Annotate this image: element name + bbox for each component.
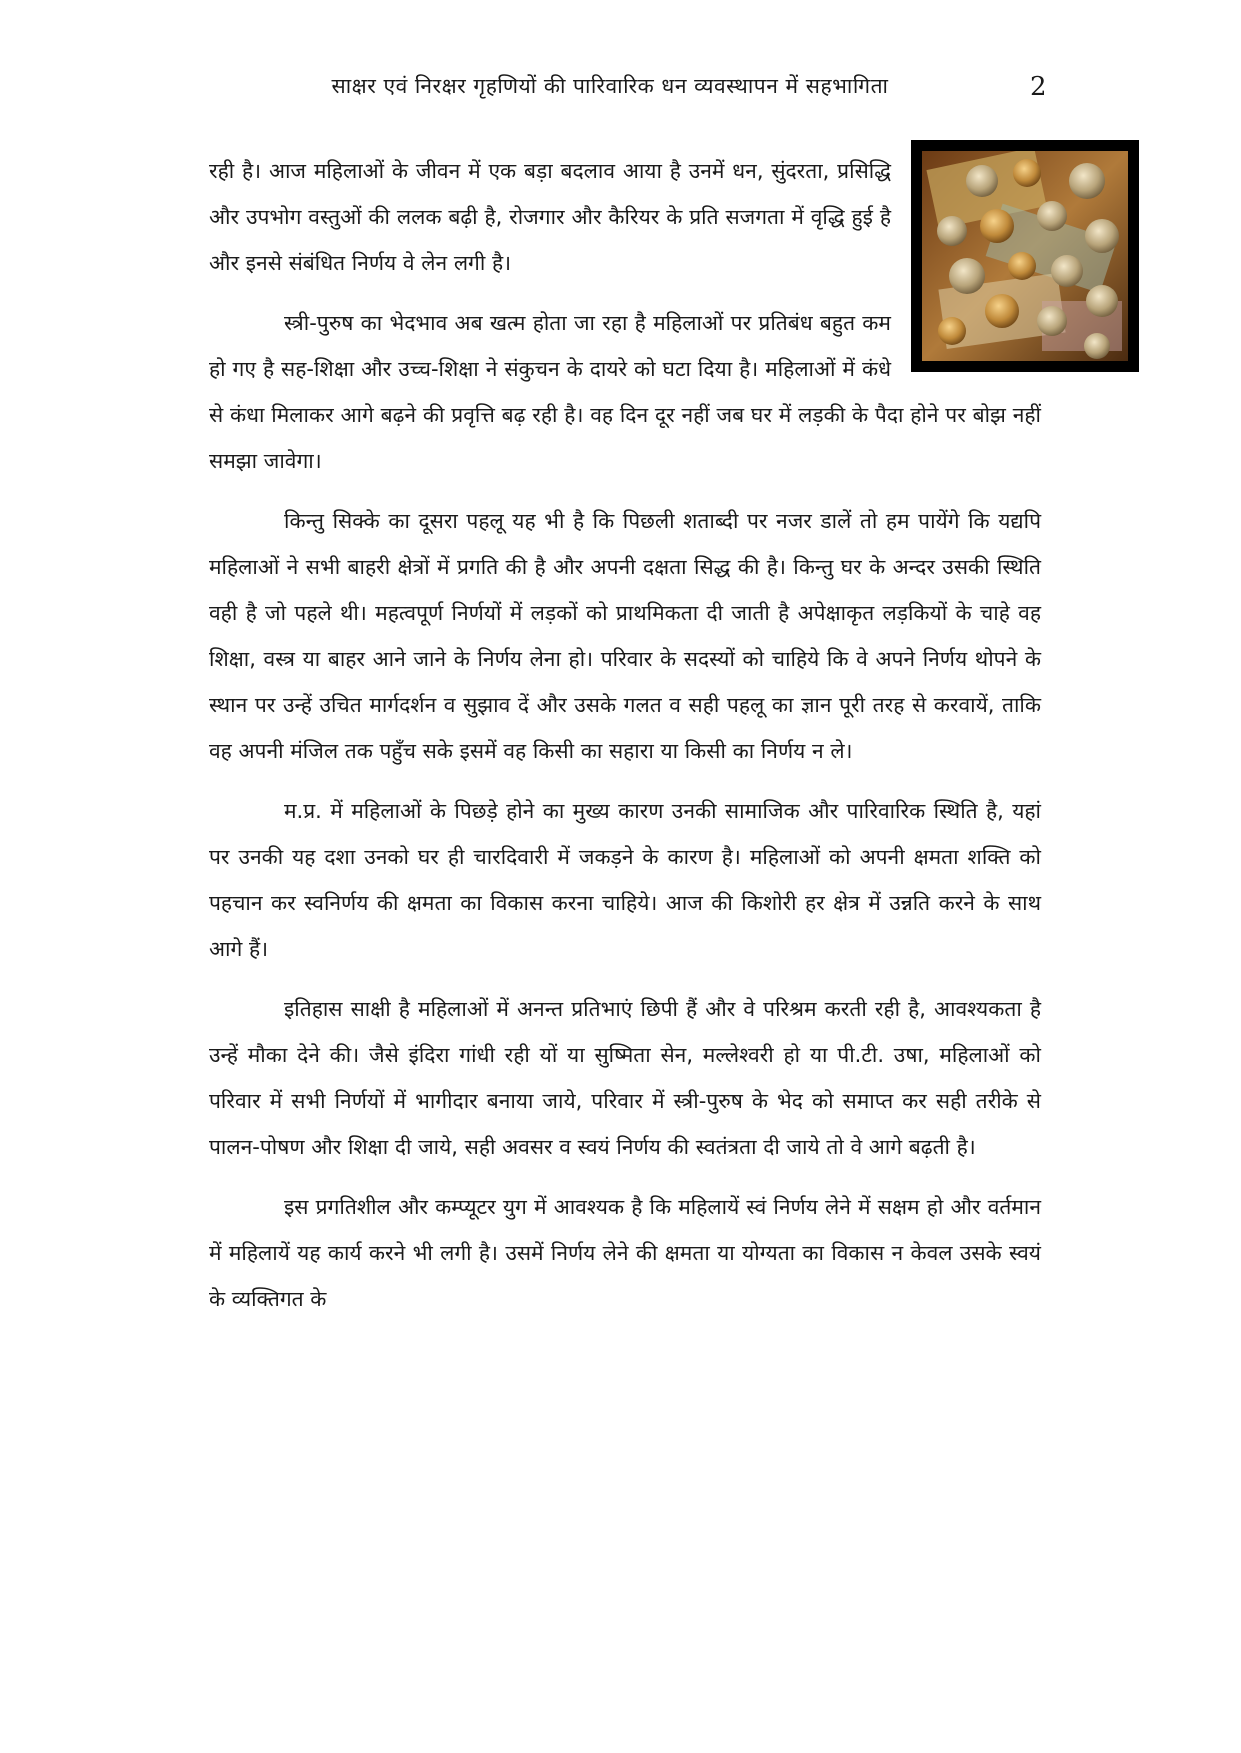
- page-number: 2: [1030, 72, 1047, 102]
- body-text: [209, 148, 1041, 1322]
- running-header: साक्षर एवं निरक्षर गृहणियों की पारिवारिक धन व्यवस्थापन में सहभागिता: [331, 74, 889, 98]
- paragraph-1: रही है। आज महिलाओं के जीवन में एक बड़ा बदलाव आया है उनमें धन, सुंदरता, प्रसिद्धि और उपभोग वस्तुओं की ललक बढ़ी है, रोजगार और कैरियर के प्रति सजगता में वृद्धि हुई है और इनसे संबंधित निर्णय वे लेन लगी है।: [209, 159, 891, 275]
- paragraph-3: किन्तु सिक्के का दूसरा पहलू यह भी है कि पिछली शताब्दी पर नजर डालें तो हम पायेंगे कि यद्यपि महिलाओं ने सभी बाहरी क्षेत्रों में प्रगति की है और अपनी दक्षता सिद्ध की है। किन्तु घर के अन्दर उसकी स्थिति वही है जो पहले थी। महत्वपूर्ण निर्णयों में लड़कों को प्राथमिकता दी जाती है अपेक्षाकृत लड़कियों के चाहे वह शिक्षा, वस्त्र या बाहर आने जाने के निर्णय लेना हो। परिवार के सदस्यों को चाहिये कि वे अपने निर्णय थोपने के स्थान पर उन्हें उचित मार्गदर्शन व सुझाव दें और उसके गलत व सही पहलू का ज्ञान पूरी तरह से करवायें, ताकि वह अपनी मंजिल तक पहुँच सके इसमें वह किसी का सहारा या किसी का निर्णय न ले।: [209, 509, 1041, 763]
- paragraph-2-text: स्त्री-पुरुष का भेदभाव अब खत्म होता जा रहा है महिलाओं पर प्रतिबंध बहुत कम हो गए है सह-शिक्षा और उच्च-शिक्षा ने संकुचन के दायरे को घटा दिया है। महिलाओं में कंधे से कंधा मिलाकर आगे बढ़ने की प्रवृत्ति बढ़ रही है। वह दिन दूर नहीं जब घर में लड़की के पैदा होने पर बोझ नहीं समझा जावेगा।: [209, 311, 1041, 473]
- paragraph-4: म.प्र. में महिलाओं के पिछड़े होने का मुख्य कारण उनकी सामाजिक और पारिवारिक स्थिति है, यहां पर उनकी यह दशा उनको घर ही चारदिवारी में जकड़ने के कारण है। महिलाओं को अपनी क्षमता शक्ति को पहचान कर स्वनिर्णय की क्षमता का विकास करना चाहिये। आज की किशोरी हर क्षेत्र में उन्नति करने के साथ आगे हैं।: [209, 799, 1041, 961]
- paragraph-6: इस प्रगतिशील और कम्प्यूटर युग में आवश्यक है कि महिलायें स्वं निर्णय लेने में सक्षम हो और वर्तमान में महिलायें यह कार्य करने भी लगी है। उसमें निर्णय लेने की क्षमता या योग्यता का विकास न केवल उसके स्वयं के व्यक्तिगत के: [209, 1195, 1041, 1311]
- paragraph-5: इतिहास साक्षी है महिलाओं में अनन्त प्रतिभाएं छिपी हैं और वे परिश्रम करती रही है, आवश्यकता है उन्हें मौका देने की। जैसे इंदिरा गांधी रही यों या सुष्मिता सेन, मल्लेश्वरी हो या पी.टी. उषा, महिलाओं को परिवार में सभी निर्णयों में भागीदार बनाया जाये, परिवार में स्त्री-पुरुष के भेद को समाप्त कर सही तरीके से पालन-पोषण और शिक्षा दी जाये, सही अवसर व स्वयं निर्णय की स्वतंत्रता दी जाये तो वे आगे बढ़ती है।: [209, 997, 1041, 1159]
- image-wrap-spacer: [891, 300, 1041, 360]
- paragraph-2: [209, 300, 1041, 484]
